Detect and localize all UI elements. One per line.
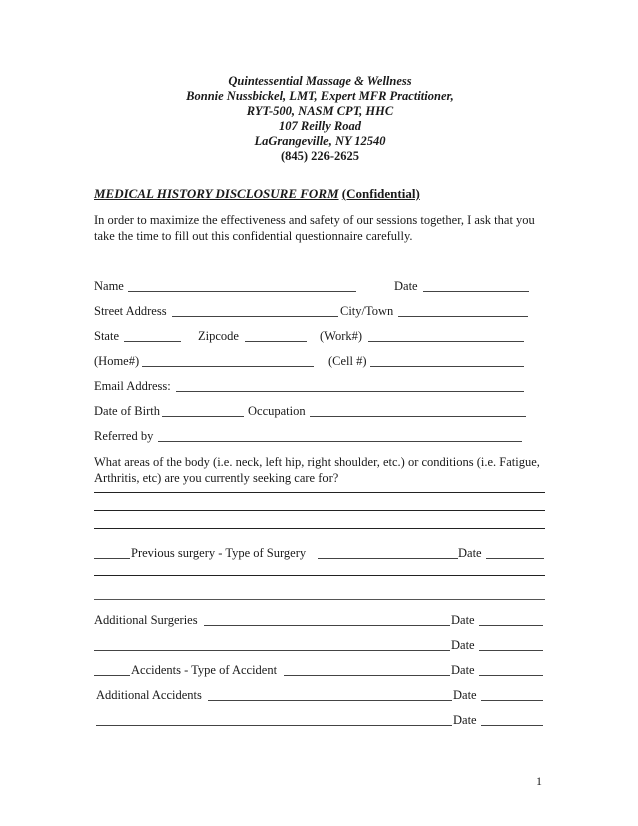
dob-label: Date of Birth (94, 404, 160, 418)
previous-surgery-date-label: Date (458, 546, 482, 560)
street-address: 107 Reilly Road (279, 119, 361, 133)
previous-surgery-date-field[interactable] (486, 558, 544, 559)
form-title-main: MEDICAL HISTORY DISCLOSURE FORM (94, 186, 339, 201)
accidents-date-label: Date (451, 663, 475, 677)
dob-row (94, 403, 546, 419)
accidents-date-field[interactable] (479, 675, 543, 676)
additional-surgeries-date-label-2: Date (451, 638, 475, 652)
email-label: Email Address: (94, 379, 171, 393)
email-field[interactable] (176, 391, 524, 392)
additional-accidents-row (94, 687, 546, 703)
page-number: 1 (536, 774, 542, 788)
occupation-field[interactable] (310, 416, 526, 417)
dob-field[interactable] (162, 416, 244, 417)
accidents-check[interactable] (94, 675, 130, 676)
letterhead (94, 74, 546, 164)
email-row (94, 378, 546, 394)
additional-accidents-date-label: Date (453, 688, 477, 702)
additional-surgeries-date-field-2[interactable] (479, 650, 543, 651)
state-field[interactable] (124, 341, 181, 342)
address-row (94, 303, 546, 319)
phone-row (94, 353, 546, 369)
cell-phone-label: (Cell #) (328, 354, 367, 368)
state-row (94, 328, 546, 344)
city-town-label: City/Town (340, 304, 394, 318)
home-phone-label: (Home#) (94, 354, 140, 368)
additional-surgeries-date-field[interactable] (479, 625, 543, 626)
additional-surgeries-row (94, 612, 546, 628)
additional-accidents-date-label-2: Date (453, 713, 477, 727)
previous-surgery-field[interactable] (318, 558, 458, 559)
referred-by-field[interactable] (158, 441, 522, 442)
surgery-detail-line-1[interactable] (94, 575, 545, 576)
work-phone-field[interactable] (368, 341, 524, 342)
additional-surgeries-field-2[interactable] (94, 650, 450, 651)
form-title-note: (Confidential) (341, 186, 420, 201)
practitioner-credentials: RYT-500, NASM CPT, HHC (246, 104, 394, 118)
city-state-zip: LaGrangeville, NY 12540 (254, 134, 386, 148)
state-label: State (94, 329, 119, 343)
previous-surgery-row (94, 545, 546, 561)
work-phone-label: (Work#) (320, 329, 363, 343)
intro-paragraph: In order to maximize the effectiveness and safety of our sessions together, I ask that you take the time to fill out this confidential questionnaire carefully. (94, 213, 535, 243)
home-phone-field[interactable] (142, 366, 314, 367)
answer-line-1[interactable] (94, 492, 545, 493)
name-label: Name (94, 279, 124, 293)
street-address-label: Street Address (94, 304, 167, 318)
accidents-label: Accidents - Type of Accident (131, 663, 278, 677)
additional-accidents-label: Additional Accidents (96, 688, 202, 702)
date-label: Date (394, 279, 418, 293)
answer-line-3[interactable] (94, 528, 545, 529)
zipcode-label: Zipcode (198, 329, 239, 343)
referred-row (94, 428, 546, 444)
accidents-row (94, 662, 546, 678)
zipcode-field[interactable] (245, 341, 307, 342)
additional-surgeries-label: Additional Surgeries (94, 613, 198, 627)
street-address-field[interactable] (172, 316, 338, 317)
additional-accidents-field[interactable] (208, 700, 452, 701)
additional-surgeries-row-2 (94, 637, 546, 653)
body-areas-question: What areas of the body (i.e. neck, left hip, right shoulder, etc.) or conditions (i.e. Fatigue, Arthritis, etc) are you currently seeking care for? (94, 455, 540, 485)
practitioner-name: Bonnie Nussbickel, LMT, Expert MFR Practitioner, (186, 89, 454, 103)
additional-accidents-date-field[interactable] (481, 700, 543, 701)
phone-number: (845) 226-2625 (280, 149, 360, 163)
city-town-field[interactable] (398, 316, 528, 317)
previous-surgery-label: Previous surgery - Type of Surgery (131, 546, 307, 560)
business-name: Quintessential Massage & Wellness (228, 74, 412, 88)
name-row (94, 278, 546, 294)
occupation-label: Occupation (248, 404, 306, 418)
referred-by-label: Referred by (94, 429, 154, 443)
form-title (94, 186, 420, 202)
additional-accidents-field-2[interactable] (96, 725, 452, 726)
accidents-field[interactable] (284, 675, 450, 676)
additional-surgeries-date-label: Date (451, 613, 475, 627)
additional-accidents-row-2 (94, 712, 546, 728)
name-field[interactable] (128, 291, 356, 292)
answer-line-2[interactable] (94, 510, 545, 511)
additional-surgeries-field[interactable] (204, 625, 450, 626)
surgery-detail-line-2[interactable] (94, 599, 545, 600)
cell-phone-field[interactable] (370, 366, 524, 367)
previous-surgery-check[interactable] (94, 558, 130, 559)
additional-accidents-date-field-2[interactable] (481, 725, 543, 726)
date-field[interactable] (423, 291, 529, 292)
